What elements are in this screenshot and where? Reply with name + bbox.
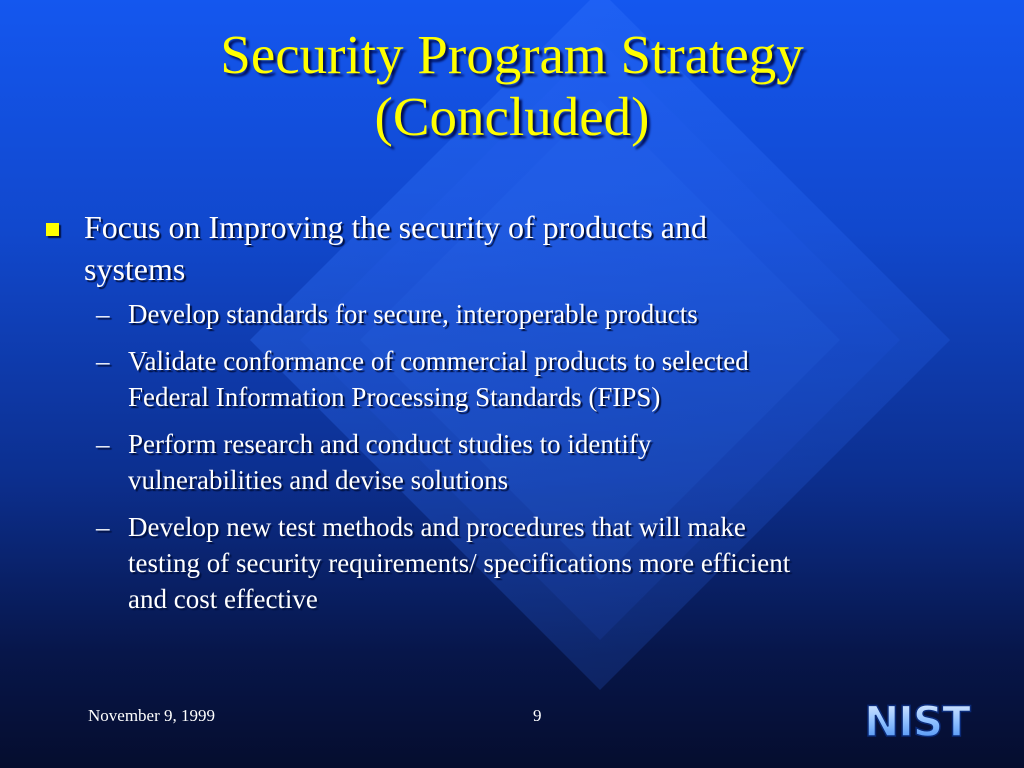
sub-bullet-3-line-1: Perform research and conduct studies to identify	[128, 429, 652, 459]
page-number: 9	[533, 706, 542, 725]
sub-bullet-3	[40, 426, 990, 498]
sub-bullet-1-line-1: Develop standards for secure, interoperable products	[128, 299, 698, 329]
dash-bullet-icon: –	[96, 429, 110, 459]
sub-bullet-4-line-2: testing of security requirements/ specifications more efficient	[128, 548, 791, 578]
square-bullet-icon	[46, 223, 59, 236]
sub-bullet-3-line-2: vulnerabilities and devise solutions	[128, 465, 509, 495]
dash-bullet-icon: –	[96, 512, 110, 542]
sub-bullet-1	[40, 296, 990, 332]
sub-bullet-4	[40, 509, 990, 617]
slide-title-line-1: Security Program Strategy	[220, 24, 804, 85]
slide-title-line-2: (Concluded)	[374, 86, 650, 147]
nist-logo-icon	[842, 698, 992, 744]
sub-bullet-2	[40, 343, 990, 415]
dash-bullet-icon: –	[96, 299, 110, 329]
footer-date: November 9, 1999	[88, 706, 216, 725]
sub-bullet-2-line-1: Validate conformance of commercial products to selected	[128, 346, 749, 376]
main-bullet	[40, 206, 990, 290]
nist-logo-text: NIST	[864, 698, 970, 744]
slide-body	[40, 206, 990, 628]
main-bullet-line-1: Focus on Improving the security of products and	[84, 209, 707, 245]
main-bullet-line-2: systems	[84, 251, 186, 287]
sub-bullet-4-line-1: Develop new test methods and procedures that will make	[128, 512, 746, 542]
dash-bullet-icon: –	[96, 346, 110, 376]
slide-title	[0, 24, 1024, 148]
sub-bullet-2-line-2: Federal Information Processing Standards (FIPS)	[128, 382, 661, 412]
sub-bullet-4-line-3: and cost effective	[128, 584, 318, 614]
